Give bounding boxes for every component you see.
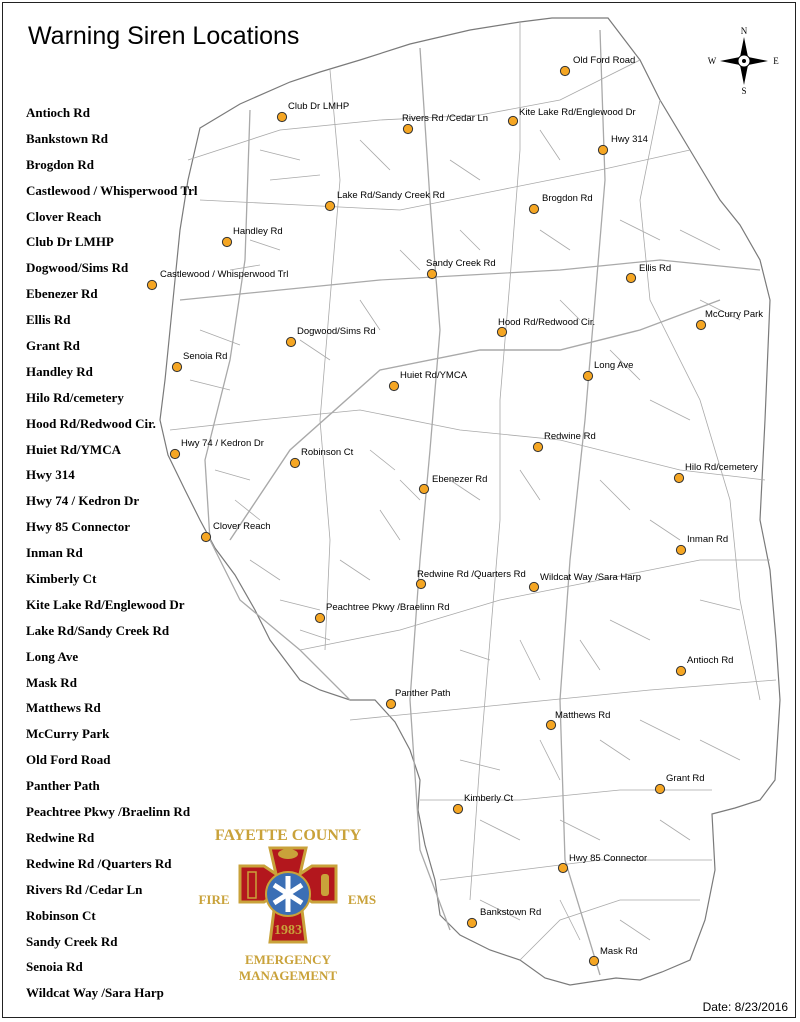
siren-marker (676, 666, 685, 675)
siren-marker (403, 124, 412, 133)
siren-label: Kite Lake Rd/Englewood Dr (519, 107, 636, 118)
legend-item: Hilo Rd/cemetery (26, 389, 124, 405)
legend-item: Senoia Rd (26, 959, 83, 975)
legend-item: McCurry Park (26, 726, 110, 742)
siren-label: Hilo Rd/cemetery (685, 462, 758, 473)
siren-marker (386, 699, 395, 708)
siren-marker (201, 532, 210, 541)
siren-marker (389, 381, 398, 390)
compass-east: E (773, 56, 779, 66)
siren-label: Ellis Rd (639, 263, 672, 274)
map-title: Warning Siren Locations (28, 22, 300, 50)
legend-item: Robinson Ct (26, 907, 96, 923)
siren-marker (558, 863, 567, 872)
siren-marker (583, 371, 592, 380)
siren-marker (427, 269, 436, 278)
siren-marker (290, 458, 299, 467)
siren-marker (598, 145, 607, 154)
legend-item: Handley Rd (26, 363, 93, 379)
logo-bottom-line1: EMERGENCY (245, 952, 331, 967)
siren-marker (416, 579, 425, 588)
siren-marker (277, 112, 286, 121)
siren-label: Hwy 314 (611, 134, 648, 145)
legend-item: Clover Reach (26, 208, 102, 224)
logo-bottom-line2: MANAGEMENT (238, 968, 338, 983)
siren-marker (546, 720, 555, 729)
siren-label: Panther Path (395, 688, 451, 699)
siren-marker (467, 918, 476, 927)
siren-label: Bankstown Rd (480, 907, 542, 918)
siren-marker (589, 956, 598, 965)
siren-label: Redwine Rd /Quarters Rd (417, 569, 526, 580)
siren-marker (497, 327, 506, 336)
legend-item: Peachtree Pkwy /Braelinn Rd (26, 804, 191, 820)
siren-label: Dogwood/Sims Rd (297, 326, 376, 337)
compass-west: W (707, 56, 717, 66)
legend-item: Bankstown Rd (26, 130, 109, 146)
helmet-icon (278, 849, 298, 859)
legend-item: Hwy 74 / Kedron Dr (26, 493, 140, 509)
siren-label: Hwy 74 / Kedron Dr (181, 438, 264, 449)
siren-label: Huiet Rd/YMCA (400, 370, 468, 381)
siren-label: McCurry Park (705, 309, 764, 320)
siren-label: Robinson Ct (301, 447, 354, 458)
siren-marker (529, 582, 538, 591)
siren-marker (222, 237, 231, 246)
legend-item: Old Ford Road (26, 752, 111, 768)
map-date: Date: 8/23/2016 (702, 1000, 788, 1014)
legend-item: Redwine Rd /Quarters Rd (26, 855, 172, 871)
siren-label: Old Ford Road (573, 55, 636, 66)
logo-year: 1983 (274, 923, 302, 938)
siren-label: Inman Rd (687, 534, 729, 545)
siren-marker (286, 337, 295, 346)
siren-label: Brogdon Rd (542, 193, 593, 204)
legend-item: Brogdon Rd (26, 156, 95, 172)
legend-item: Dogwood/Sims Rd (26, 260, 129, 276)
logo-right-text: EMS (347, 892, 377, 907)
legend-item: Redwine Rd (26, 829, 95, 845)
legend-item: Ebenezer Rd (26, 286, 98, 302)
siren-marker (529, 204, 538, 213)
siren-label: Long Ave (594, 360, 634, 371)
siren-marker (676, 545, 685, 554)
legend-item: Kimberly Ct (26, 571, 97, 587)
siren-marker (453, 804, 462, 813)
logo-left-text: FIRE (198, 892, 230, 907)
compass-south: S (741, 86, 747, 96)
siren-marker (508, 116, 517, 125)
siren-marker (315, 613, 324, 622)
siren-label: Matthews Rd (555, 710, 611, 721)
legend-item: Ellis Rd (26, 312, 71, 328)
legend-item: Rivers Rd /Cedar Ln (26, 881, 143, 897)
legend-item: Panther Path (26, 778, 100, 794)
siren-marker (419, 484, 428, 493)
legend-item: Club Dr LMHP (26, 234, 114, 250)
compass-rose-icon (706, 24, 782, 96)
legend-item: Matthews Rd (26, 700, 101, 716)
siren-label: Antioch Rd (687, 655, 734, 666)
siren-label: Senoia Rd (183, 351, 228, 362)
siren-label: Hwy 85 Connector (569, 853, 648, 864)
siren-label: Grant Rd (666, 773, 705, 784)
compass-north: N (740, 26, 748, 36)
legend-item: Sandy Creek Rd (26, 933, 118, 949)
legend-item: Hood Rd/Redwood Cir. (26, 415, 156, 431)
siren-label: Handley Rd (233, 226, 283, 237)
siren-label: Ebenezer Rd (432, 474, 488, 485)
siren-marker (325, 201, 334, 210)
siren-label: Lake Rd/Sandy Creek Rd (337, 190, 445, 201)
legend-item: Antioch Rd (26, 105, 90, 120)
siren-marker (626, 273, 635, 282)
siren-label: Peachtree Pkwy /Braelinn Rd (326, 602, 450, 613)
siren-label: Mask Rd (600, 946, 638, 957)
legend-item: Grant Rd (26, 338, 80, 354)
siren-label: Wildcat Way /Sara Harp (540, 572, 642, 583)
siren-marker (696, 320, 705, 329)
legend-item: Kite Lake Rd/Englewood Dr (26, 596, 185, 612)
hydrant-icon (321, 874, 329, 896)
legend-item: Huiet Rd/YMCA (26, 441, 121, 457)
siren-marker (560, 66, 569, 75)
siren-label: Sandy Creek Rd (426, 258, 496, 269)
siren-label: Redwine Rd (544, 431, 596, 442)
legend-item: Lake Rd/Sandy Creek Rd (26, 622, 170, 638)
legend-item: Hwy 85 Connector (26, 519, 130, 535)
legend-item: Inman Rd (26, 545, 83, 561)
fayette-fire-ems-logo (188, 822, 388, 984)
legend-item: Long Ave (26, 648, 79, 664)
siren-label: Hood Rd/Redwood Cir. (498, 317, 596, 328)
legend-item: Hwy 314 (26, 467, 75, 483)
siren-label: Clover Reach (213, 521, 271, 532)
legend-item: Wildcat Way /Sara Harp (26, 985, 164, 1001)
siren-legend (26, 104, 198, 1010)
legend-item: Castlewood / Whisperwood Trl (26, 182, 198, 198)
siren-marker (533, 442, 542, 451)
legend-item: Mask Rd (26, 674, 77, 690)
siren-marker (674, 473, 683, 482)
siren-label: Rivers Rd /Cedar Ln (402, 113, 489, 124)
siren-marker (655, 784, 664, 793)
siren-label: Kimberly Ct (464, 793, 514, 804)
logo-top-text: FAYETTE COUNTY (214, 827, 362, 844)
siren-label: Castlewood / Whisperwood Trl (160, 269, 289, 280)
siren-label: Club Dr LMHP (288, 101, 350, 112)
